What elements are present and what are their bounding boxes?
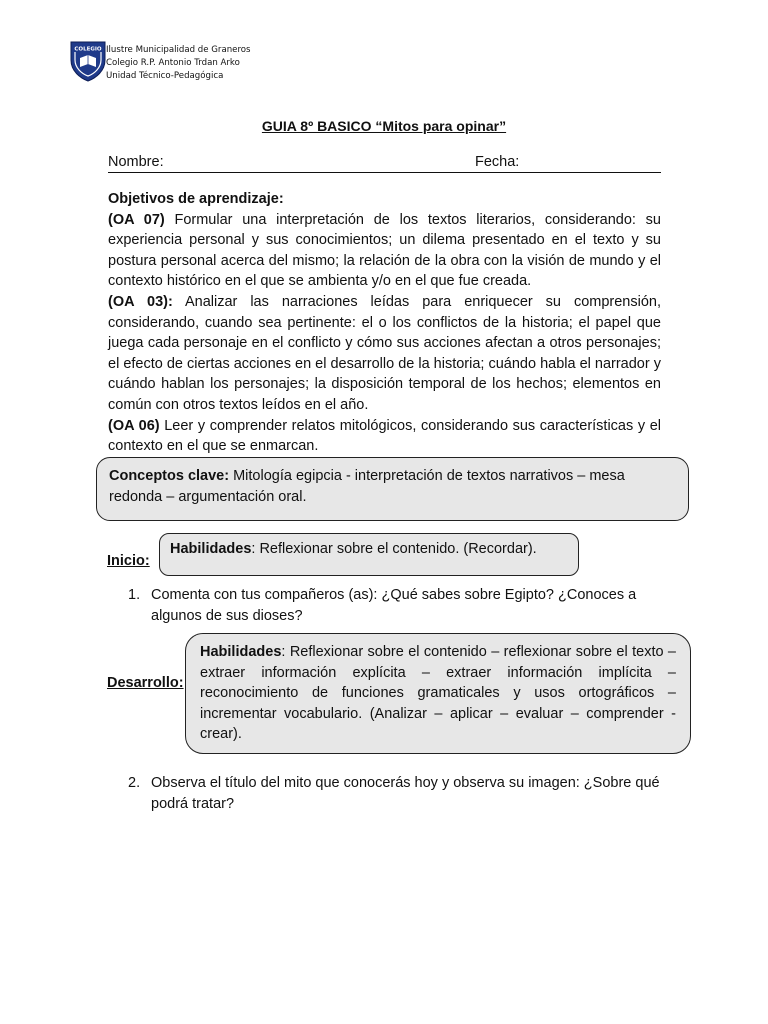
learning-objectives	[108, 189, 661, 457]
objective-item	[108, 416, 661, 457]
question-text: Comenta con tus compañeros (as): ¿Qué sabes sobre Egipto? ¿Conoces a algunos de sus dioses?	[151, 587, 637, 624]
desarrollo-section-label: Desarrollo:	[107, 675, 184, 691]
inicio-skills-text: : Reflexionar sobre el contenido. (Recordar).	[251, 541, 537, 557]
question-1	[128, 585, 661, 626]
objectives-heading: Objetivos de aprendizaje:	[108, 191, 284, 207]
key-concepts-text: Mitología egipcia - interpretación de textos narrativos – mesa redonda – argumentación oral.	[109, 468, 625, 505]
document-header	[68, 38, 251, 83]
unit-name: Unidad Técnico-Pedagógica	[106, 71, 224, 81]
desarrollo-skills-box	[185, 633, 691, 754]
school-crest-icon	[68, 38, 108, 82]
question-text: Observa el título del mito que conocerás hoy y observa su imagen: ¿Sobre qué podrá tratar?	[151, 775, 660, 812]
svg-text:COLEGIO: COLEGIO	[74, 46, 102, 53]
key-concepts-label: Conceptos clave:	[109, 468, 230, 484]
question-number: 1.	[128, 587, 141, 603]
objective-item	[108, 210, 661, 292]
crest-shield-icon	[68, 38, 108, 82]
inicio-skills-box	[159, 533, 579, 576]
objective-code: (OA 07)	[108, 211, 165, 228]
name-date-line[interactable]	[108, 154, 661, 173]
key-concepts-box	[96, 457, 689, 521]
inicio-section-label: Inicio:	[107, 553, 150, 569]
desarrollo-skills-text: : Reflexionar sobre el contenido – reflexionar sobre el texto – extraer información explícita – extraer información implícita – reconocimiento de funciones gramaticales y usos ortográficos – incrementar vocabulario. (Analizar – aplicar – evaluar – comprender - crear).	[200, 644, 676, 743]
objective-code: (OA 06)	[108, 417, 160, 434]
question-2	[128, 773, 661, 814]
inicio-skills-label: Habilidades	[170, 541, 252, 557]
objective-code: (OA 03):	[108, 293, 173, 310]
objective-text: Leer y comprender relatos mitológicos, considerando sus características y el contexto en el que se enmarcan.	[108, 417, 661, 455]
name-label: Nombre:	[108, 154, 164, 170]
objective-text: Formular una interpretación de los textos literarios, considerando: su experiencia personal y sus conocimientos; un dilema presentado en el texto y su postura personal acerca del mismo; la relación de la obra con la visión de mundo y el contexto histórico en el que se ambienta y/o en el que fue creada.	[108, 211, 661, 290]
objective-text: Analizar las narraciones leídas para enriquecer su comprensión, considerando, cuando sea pertinente: el o los conflictos de la historia; el papel que juega cada personaje en el conflicto y cómo sus acciones afectan a otros personajes; el efecto de ciertas acciones en el desarrollo de la historia; cuándo habla el narrador y cuándo hablan los personajes; la disposición temporal de los hechos; elementos en común con otros textos leídos en el año.	[108, 293, 661, 413]
date-label: Fecha:	[475, 154, 520, 170]
institution-lines	[106, 44, 251, 83]
municipality-name: Ilustre Municipalidad de Graneros	[106, 45, 251, 55]
document-title: GUIA 8º BASICO “Mitos para opinar”	[261, 118, 507, 134]
objective-item	[108, 292, 661, 416]
question-number: 2.	[128, 775, 141, 791]
desarrollo-skills-label: Habilidades	[200, 644, 282, 660]
school-name: Colegio R.P. Antonio Trdan Arko	[106, 58, 240, 68]
